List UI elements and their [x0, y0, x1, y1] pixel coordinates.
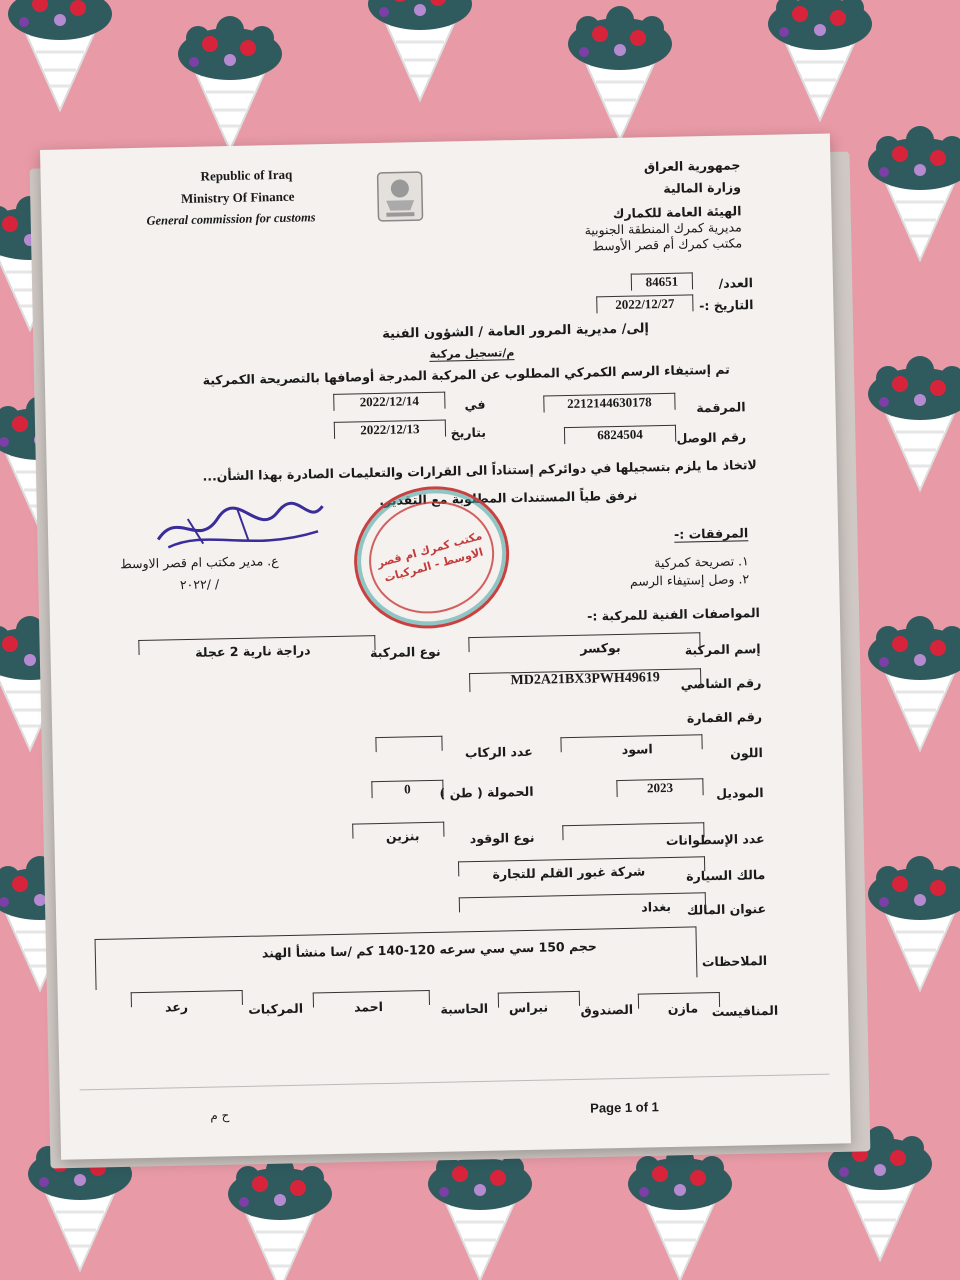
ref-date-value: 2022/12/27	[596, 294, 693, 313]
color-label: اللون	[730, 744, 763, 761]
header-ar-line1: جمهورية العراق	[643, 157, 741, 175]
customs-letter	[40, 133, 851, 1159]
plate-label: رقم القمارة	[686, 709, 763, 726]
header-en-line1: Republic of Iraq	[200, 166, 293, 184]
ref-number-label: العدد/	[718, 275, 754, 291]
owner-address-value: بغداد	[641, 898, 672, 915]
subject: م/تسجيل مركبة	[429, 346, 515, 361]
header-en-line2: Ministry Of Finance	[180, 188, 295, 207]
declaration-number: 2212144630178	[543, 393, 675, 413]
attachments-title: المرفقات :-	[673, 525, 749, 542]
color-value: اسود	[621, 741, 653, 757]
accountant-label: الحاسبة	[440, 1000, 489, 1017]
body-line3: نرفق طياً المستندات المطلوبة مع التقدير.	[379, 487, 638, 508]
chassis-label: رقم الشاصي	[680, 675, 762, 692]
ref-date-label: التاريخ :-	[699, 297, 754, 314]
vehicles-label: المركبات	[248, 1000, 304, 1017]
signatory-line1: ع. مدير مكتب ام قصر الاوسط	[120, 553, 279, 572]
body-line2: لاتخاذ ما يلزم بتسجيلها في دوائركم إستناداً الى القرارات والتعليمات الصادرة بهذا الشأن...	[202, 457, 757, 484]
cylinders-field	[562, 822, 704, 840]
checker-label: المنافيست	[711, 1002, 779, 1020]
accountant-value: احمد	[353, 999, 384, 1015]
stamp-text: مكتب كمرك ام قصر الاوسط - المركبات	[356, 487, 507, 627]
attachment-item-1: ١. تصريحة كمركية	[654, 553, 749, 571]
cylinders-label: عدد الإسطوانات	[665, 830, 765, 849]
owner-value: شركة غبور القلم للتجارة	[492, 863, 646, 882]
receipt-number: 6824504	[564, 425, 676, 444]
footer-page: Page 1 of 1	[590, 1099, 659, 1116]
receipt-label: رقم الوصل	[676, 429, 747, 446]
cashier-value: نبراس	[508, 999, 549, 1016]
body-line1: تم إستيفاء الرسم الكمركي المطلوب عن المركبة المدرجة أوصافها بالتصريحة الكمركية	[202, 361, 730, 388]
model-value: 2023	[616, 778, 703, 797]
header-ar-line3: الهيئة العامة للكمارك	[612, 203, 742, 222]
notes-value: حجم 150 سي سي سرعه 120-140 كم /سا منشأ الهند	[261, 938, 597, 961]
addressee: إلى/ مديرية المرور العامة / الشؤون الفنية	[382, 321, 650, 342]
load-value: 0	[371, 780, 443, 799]
fuel-label: نوع الوقود	[469, 829, 535, 847]
vehicles-value: رعد	[164, 999, 189, 1015]
signature-icon	[147, 496, 328, 560]
receipt-date-label: بتاريخ	[450, 424, 487, 441]
specs-title: المواصفات الفنية للمركبة :-	[587, 605, 761, 624]
header-ar-line5: مكتب كمرك أم قصر الأوسط	[592, 235, 743, 254]
header-en-line3: General commission for customs	[146, 210, 316, 228]
footer-divider	[80, 1074, 830, 1091]
ref-number-value: 84651	[631, 272, 693, 290]
notes-field	[95, 926, 698, 990]
model-label: الموديل	[715, 784, 764, 801]
receipt-date: 2022/12/13	[334, 420, 446, 439]
footer-initials: ح م	[210, 1108, 230, 1123]
header-ar-line2: وزارة المالية	[663, 179, 742, 196]
fuel-value: بنزين	[385, 828, 420, 844]
checker-value: مازن	[667, 1000, 699, 1017]
declaration-date: 2022/12/14	[333, 392, 445, 411]
chassis-value: MD2A21BX3PWH49619	[469, 668, 701, 692]
signatory-line2: / /٢٠٢٢	[179, 576, 220, 593]
passengers-label: عدد الركاب	[464, 743, 533, 761]
vehicle-name-label: إسم المركبة	[684, 641, 761, 658]
declaration-label: المرقمة	[696, 399, 746, 416]
attachment-item-2: ٢. وصل إستيفاء الرسم	[629, 571, 750, 589]
vehicle-type-label: نوع المركبة	[369, 643, 441, 661]
declaration-in-label: في	[464, 396, 486, 413]
notes-label: الملاحظات	[701, 952, 768, 970]
passengers-field	[375, 736, 442, 752]
header-ar-line4: مديرية كمرك المنطقة الجنوبية	[584, 219, 742, 238]
iraq-emblem-icon	[376, 170, 425, 223]
vehicle-type-value: دراجة نارية 2 عجلة	[195, 642, 311, 660]
cashier-label: الصندوق	[580, 1001, 634, 1018]
owner-label: مالك السيارة	[686, 866, 766, 884]
load-label: الحمولة ( طن )	[439, 783, 534, 801]
vehicle-name-value: بوكسر	[580, 639, 621, 656]
owner-address-label: عنوان المالك	[686, 900, 767, 918]
